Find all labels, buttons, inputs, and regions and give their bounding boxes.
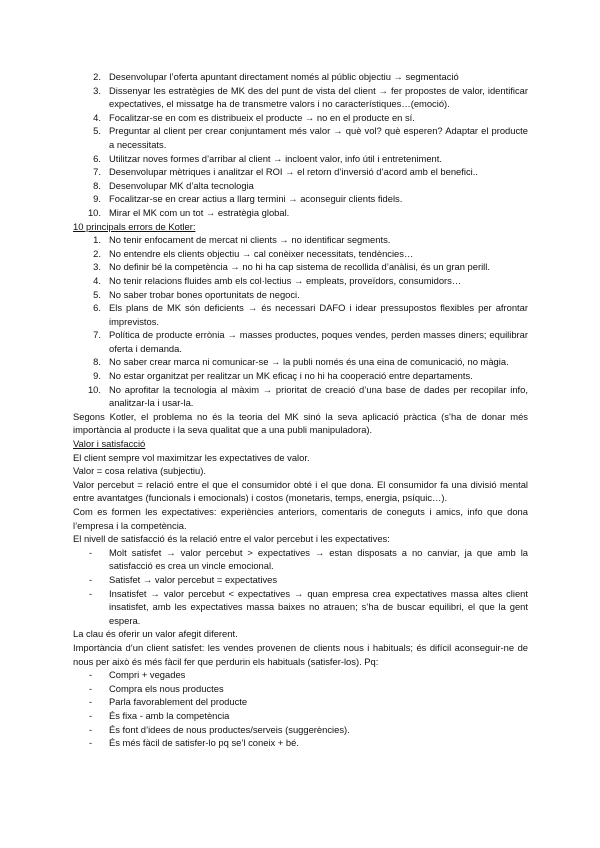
list-text: No saber crear marca ni comunicar-se → la publi només és una eina de comunicació, no màgia. bbox=[109, 356, 509, 368]
list-text: Satisfet → valor percebut = expectatives bbox=[109, 573, 278, 585]
valor-paragraph: El client sempre vol maximitzar les expectatives de valor. bbox=[73, 451, 310, 463]
dash-marker: - bbox=[89, 696, 93, 708]
list-text: No estar organitzat per realitzar un MK eficaç i no hi ha cooperació entre departaments. bbox=[109, 370, 473, 382]
list-item bbox=[73, 668, 528, 682]
list-number: 5. bbox=[93, 288, 101, 300]
list-number: 4. bbox=[93, 274, 101, 286]
list-item bbox=[73, 723, 528, 737]
list-text: És més fàcil de satisfer-lo pq se’l coneix + bé. bbox=[109, 737, 299, 749]
list-text: Compra els nous productes bbox=[109, 682, 224, 694]
list-item bbox=[73, 111, 528, 125]
list-number: 1. bbox=[93, 234, 101, 246]
list-item bbox=[73, 695, 528, 709]
list-item bbox=[73, 260, 528, 274]
list-text: Compri + vegades bbox=[109, 669, 186, 681]
closing-paragraph: Importància d’un client satisfet: les vendes provenen de clients nous i habituals; és difícil aconseguir-ne de nous per això és més fàcil fer que perdurin els habituals (satisfer-los). Pq: bbox=[73, 641, 528, 667]
list-text: No entendre els clients objectiu → cal conèixer necessitats, tendències… bbox=[109, 247, 414, 259]
list-item bbox=[73, 165, 528, 179]
list-item bbox=[73, 682, 528, 696]
closing-paragraph: La clau és oferir un valor afegit diferent. bbox=[73, 628, 238, 640]
list-item bbox=[73, 152, 528, 166]
list-item bbox=[73, 328, 528, 355]
list-number: 4. bbox=[93, 111, 101, 123]
list-item bbox=[73, 587, 528, 628]
valor-heading: Valor i satisfacció bbox=[73, 438, 146, 450]
list-text: És font d’idees de nous productes/serveis (suggerències). bbox=[109, 723, 350, 735]
list-text: No definir bé la competència → no hi ha cap sistema de recollida d’anàlisi, és un gran perill. bbox=[109, 261, 490, 273]
dash-marker: - bbox=[89, 709, 93, 721]
list-item bbox=[73, 70, 528, 84]
list-number: 8. bbox=[93, 179, 101, 191]
list-item bbox=[73, 233, 528, 247]
dash-marker: - bbox=[89, 737, 93, 749]
list-text: Utilitzar noves formes d’arribar al client → incloent valor, info útil i entreteniment. bbox=[109, 152, 442, 164]
list-text: Focalitzar-se en crear actius a llarg termini → aconseguir clients fidels. bbox=[109, 193, 403, 205]
list-item bbox=[73, 206, 528, 220]
list-text: Parla favorablement del producte bbox=[109, 696, 248, 708]
list-number: 3. bbox=[93, 84, 101, 96]
list-text: No tenir enfocament de mercat ni clients → no identificar segments. bbox=[109, 234, 391, 246]
kotler-heading: 10 principals errors de Kotler: bbox=[73, 220, 196, 232]
kotler-errors-list bbox=[73, 233, 528, 410]
list-number: 10. bbox=[87, 206, 101, 218]
dash-marker: - bbox=[89, 669, 93, 681]
list-item bbox=[73, 179, 528, 193]
list-text: Focalitzar-se en com es distribueix el producte → no en el producte en sí. bbox=[109, 111, 415, 123]
marketing-principles-list bbox=[73, 70, 528, 220]
list-text: Política de producte errònia → masses productes, poques vendes, perden masses diners; equilibrar oferta i demanda. bbox=[109, 329, 528, 354]
valor-paragraph: Valor = cosa relativa (subjectiu). bbox=[73, 465, 206, 477]
list-item bbox=[73, 288, 528, 302]
dash-marker: - bbox=[89, 682, 93, 694]
list-item bbox=[73, 274, 528, 288]
list-number: 6. bbox=[93, 152, 101, 164]
valor-paragraph: El nivell de satisfacció és la relació entre el valor percebut i les expectatives: bbox=[73, 533, 390, 545]
page-content bbox=[73, 70, 528, 750]
list-text: No aprofitar la tecnologia al màxim → prioritat de creació d’una base de dades per recopilar info, analitzar-la i usar-la. bbox=[109, 383, 528, 409]
dash-marker: - bbox=[89, 546, 93, 558]
list-item bbox=[73, 573, 528, 587]
list-text: Mirar el MK com un tot → estratègia global. bbox=[109, 206, 290, 218]
dash-marker: - bbox=[89, 573, 93, 585]
list-text: És fixa - amb la competència bbox=[109, 709, 230, 721]
list-number: 3. bbox=[93, 261, 101, 273]
list-item bbox=[73, 383, 528, 410]
list-item bbox=[73, 84, 528, 111]
list-item bbox=[73, 736, 528, 750]
list-number: 9. bbox=[93, 370, 101, 382]
list-item bbox=[73, 709, 528, 723]
list-item bbox=[73, 124, 528, 151]
list-text: Desenvolupar MK d’alta tecnologia bbox=[109, 179, 254, 191]
list-text: Molt satisfet → valor percebut > expectatives → estan disposats a no canviar, ja que amb la satisfacció es crea un vincle emocional. bbox=[109, 546, 528, 572]
list-item bbox=[73, 546, 528, 573]
list-number: 2. bbox=[93, 71, 101, 82]
list-item bbox=[73, 355, 528, 369]
list-item bbox=[73, 369, 528, 383]
kotler-summary: Segons Kotler, el problema no és la teoria del MK sinó la seva aplicació pràctica (s’ha de donar més importància al producte i la seva qualitat que a una publi manipuladora). bbox=[73, 410, 528, 436]
list-number: 9. bbox=[93, 193, 101, 205]
list-text: Insatisfet → valor percebut < expectatives → quan empresa crea expectatives massa altes client insatisfet, amb les expectatives massa baixes no atrauen; s’ha de buscar equilibri, el que la gent espera. bbox=[109, 587, 528, 626]
dash-marker: - bbox=[89, 587, 93, 599]
list-number: 7. bbox=[93, 329, 101, 341]
list-number: 7. bbox=[93, 166, 101, 178]
list-text: Els plans de MK són deficients → és necessari DAFO i idear pressupostos flexibles per afrontar imprevistos. bbox=[109, 302, 528, 327]
reasons-list bbox=[73, 668, 528, 750]
valor-paragraph: Valor percebut = relació entre el que el consumidor obté i el que dona. El consumidor fa una divisió mental entre avantatges (funcionals i emocionals) i costos (monetaris, temps, energia, psíquic…). bbox=[73, 478, 528, 504]
list-text: Preguntar al client per crear conjuntament més valor → què vol? què esperen? Adaptar el producte a necessitats. bbox=[109, 125, 528, 150]
list-item bbox=[73, 192, 528, 206]
list-number: 6. bbox=[93, 302, 101, 314]
list-text: No saber trobar bones oportunitats de negoci. bbox=[109, 288, 300, 300]
list-number: 5. bbox=[93, 125, 101, 137]
list-item bbox=[73, 301, 528, 328]
list-number: 10. bbox=[87, 383, 101, 395]
list-item bbox=[73, 247, 528, 261]
list-text: Desenvolupar mètriques i analitzar el ROI → el retorn d’inversió d’acord amb el benefici.. bbox=[109, 166, 478, 178]
satisfaction-list bbox=[73, 546, 528, 628]
dash-marker: - bbox=[89, 723, 93, 735]
list-number: 8. bbox=[93, 356, 101, 368]
list-text: Dissenyar les estratègies de MK des del punt de vista del client → fer propostes de valor, identificar expectatives, el missatge ha de transmetre valors i no característiques…(emoció). bbox=[109, 84, 528, 110]
list-text: No tenir relacions fluides amb els col·lectius → empleats, proveïdors, consumidors… bbox=[109, 274, 462, 286]
valor-paragraph: Com es formen les expectatives: experiències anteriors, comentaris de coneguts i amics, info que dona l’empresa i la competència. bbox=[73, 506, 528, 531]
list-text: Desenvolupar l’oferta apuntant directament només al públic objectiu → segmentació bbox=[109, 71, 459, 82]
list-number: 2. bbox=[93, 247, 101, 259]
